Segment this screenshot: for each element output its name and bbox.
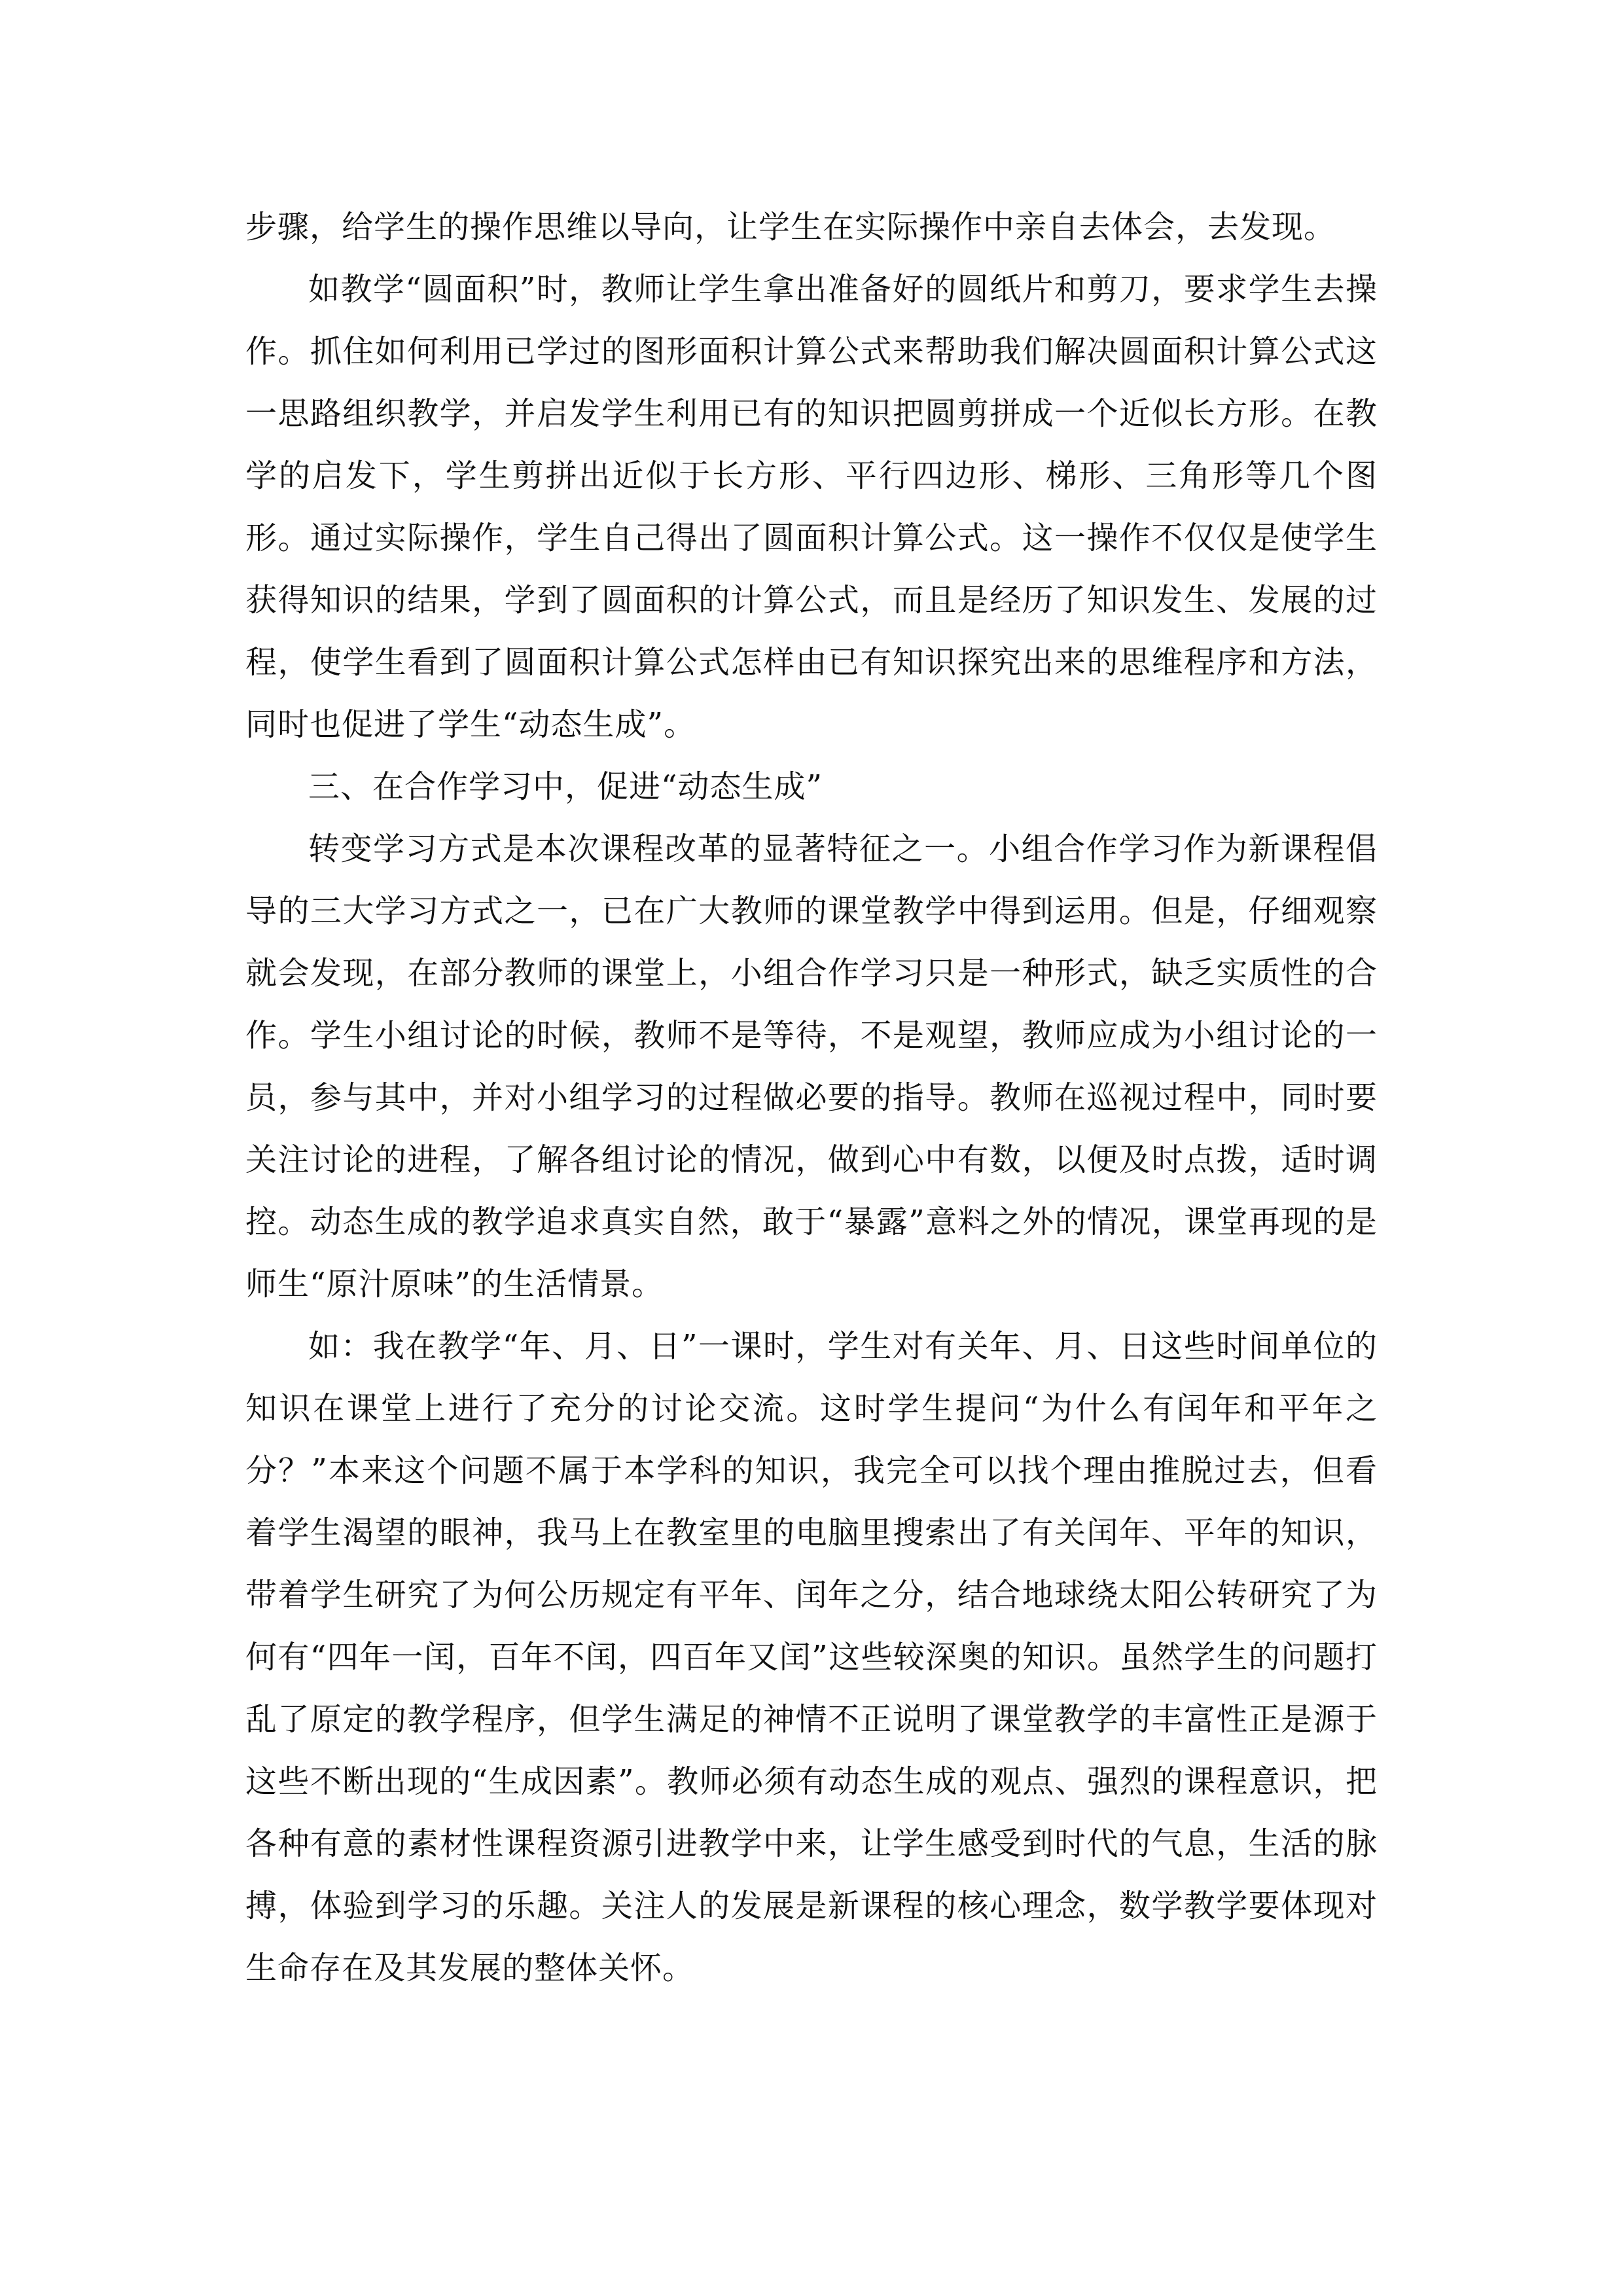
paragraph-calendar-example: 如：我在教学“年、月、日”一课时，学生对有关年、月、日这些时间单位的知识在课堂上进行了充分的讨论交流。这时学生提问“为什么有闰年和平年之分？”本来这个问题不属于本学科的知识，我完全可以找个理由推脱过去，但看着学生渴望的眼神，我马上在教室里的电脑里搜索出了有关闰年、平年的知识，带着学生研究了为何公历规定有平年、闰年之分，结合地球绕太阳公转研究了为何有“四年一闰，百年不闰，四百年又闰”这些较深奥的知识。虽然学生的问题打乱了原定的教学程序，但学生满足的神情不正说明了课堂教学的丰富性正是源于这些不断出现的“生成因素”。教师必须有动态生成的观点、强烈的课程意识，把各种有意的素材性课程资源引进教学中来，让学生感受到时代的气息，生活的脉搏，体验到学习的乐趣。关注人的发展是新课程的核心理念，数学教学要体现对生命存在及其发展的整体关怀。: [245, 1328, 1378, 1986]
paragraph-steps: 步骤，给学生的操作思维以导向，让学生在实际操作中亲自去体会，去发现。: [245, 209, 1336, 245]
section-heading-cooperative-learning: 三、在合作学习中，促进“动态生成”: [308, 768, 823, 805]
paragraph-cooperative-learning: 转变学习方式是本次课程改革的显著特征之一。小组合作学习作为新课程倡导的三大学习方式之一，已在广大教师的课堂教学中得到运用。但是，仔细观察就会发现，在部分教师的课堂上，小组合作学习只是一种形式，缺乏实质性的合作。学生小组讨论的时候，教师不是等待，不是观望，教师应成为小组讨论的一员，参与其中，并对小组学习的过程做必要的指导。教师在巡视过程中，同时要关注讨论的进程，了解各组讨论的情况，做到心中有数，以便及时点拨，适时调控。动态生成的教学追求真实自然，敢于“暴露”意料之外的情况，课堂再现的是师生“原汁原味”的生活情景。: [245, 831, 1378, 1302]
document-body: [245, 196, 1378, 2000]
paragraph-circle-area-example: 如教学“圆面积”时，教师让学生拿出准备好的圆纸片和剪刀，要求学生去操作。抓住如何利用已学过的图形面积计算公式来帮助我们解决圆面积计算公式这一思路组织教学，并启发学生利用已有的知识把圆剪拼成一个近似长方形。在教学的启发下，学生剪拼出近似于长方形、平行四边形、梯形、三角形等几个图形。通过实际操作，学生自己得出了圆面积计算公式。这一操作不仅仅是使学生获得知识的结果，学到了圆面积的计算公式，而且是经历了知识发生、发展的过程，使学生看到了圆面积计算公式怎样由已有知识探究出来的思维程序和方法，同时也促进了学生“动态生成”。: [245, 271, 1378, 743]
